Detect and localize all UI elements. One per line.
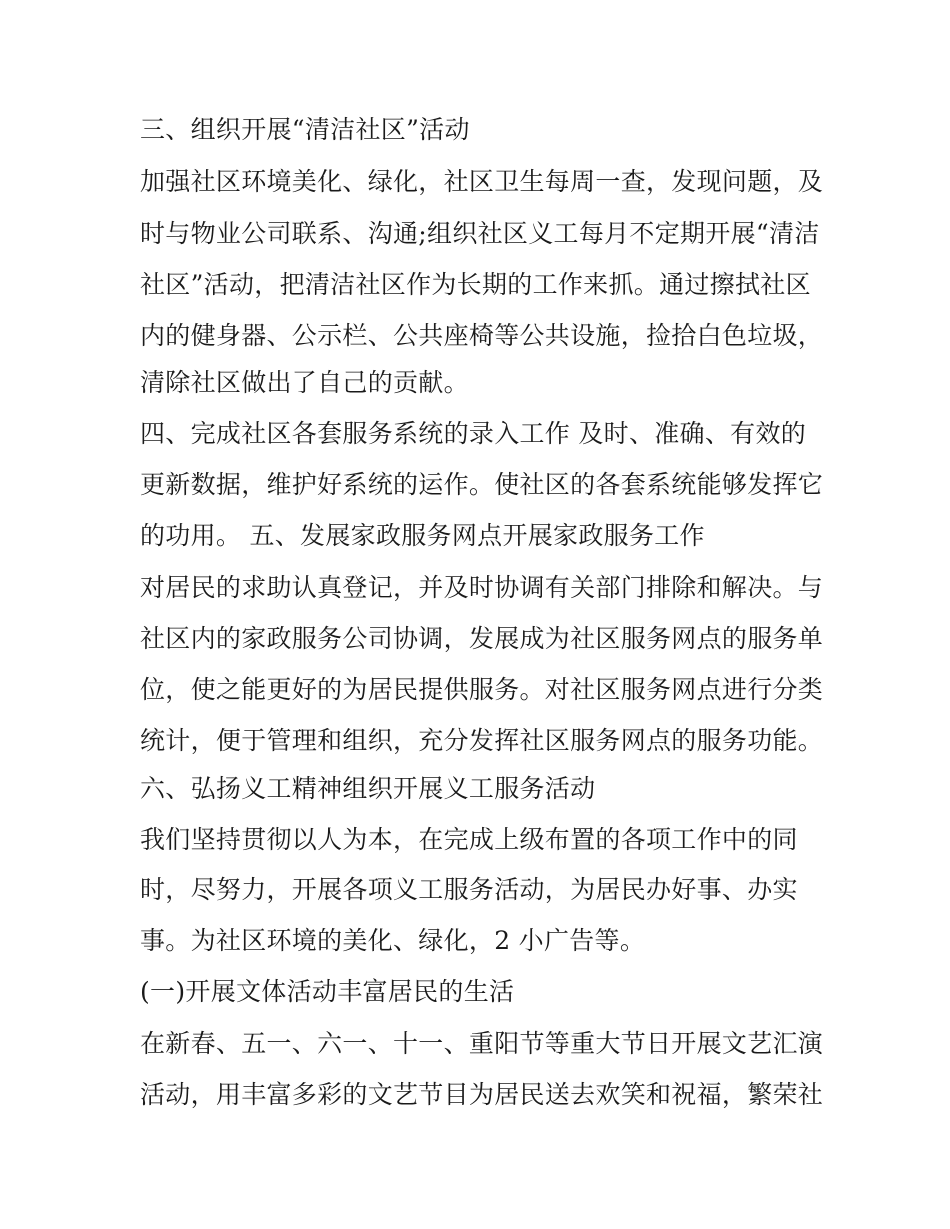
text-line: 清除社区做出了自己的贡献。 [140, 368, 469, 397]
text-line: 活动，用丰富多彩的文艺节目为居民送去欢笑和祝福，繁荣社 [140, 1080, 824, 1109]
text-line: 在新春、五一、六一、十一、重阳节等重大节日开展文艺汇演 [140, 1029, 824, 1058]
section-heading-3: 三、组织开展“清洁社区”活动 [140, 115, 470, 144]
text-line: 统计，便于管理和组织，充分发挥社区服务网点的服务功能。 [140, 726, 824, 755]
text-line: 社区”活动，把清洁社区作为长期的工作来抓。通过擦拭社区 [140, 270, 811, 299]
text-line: 事。为社区环境的美化、绿化，2 小广告等。 [140, 926, 646, 955]
text-line: 我们坚持贯彻以人为本，在完成上级布置的各项工作中的同 [140, 825, 798, 854]
text-line: 对居民的求助认真登记，并及时协调有关部门排除和解决。与 [140, 573, 824, 602]
text-line: 加强社区环境美化、绿化，社区卫生每周一查，发现问题，及 [140, 167, 824, 196]
text-line: 社区内的家政服务公司协调，发展成为社区服务网点的服务单 [140, 624, 824, 653]
text-line: 更新数据，维护好系统的运作。使社区的各套系统能够发挥它 [140, 470, 824, 499]
text-line: 内的健身器、公示栏、公共座椅等公共设施，捡拾白色垃圾， [140, 321, 824, 350]
text-line: 时与物业公司联系、沟通;组织社区义工每月不定期开展“清洁 [140, 219, 820, 248]
section-heading-4: 四、完成社区各套服务系统的录入工作 及时、准确、有效的 [140, 419, 807, 448]
text-line: 的功用。 五、发展家政服务网点开展家政服务工作 [140, 521, 705, 550]
text-line: 时，尽努力，开展各项义工服务活动，为居民办好事、办实 [140, 875, 798, 904]
text-line: 位，使之能更好的为居民提供服务。对社区服务网点进行分类 [140, 675, 824, 704]
section-heading-6: 六、弘扬义工精神组织开展义工服务活动 [140, 774, 596, 803]
subsection-heading-1: (一)开展文体活动丰富居民的生活 [140, 977, 515, 1006]
